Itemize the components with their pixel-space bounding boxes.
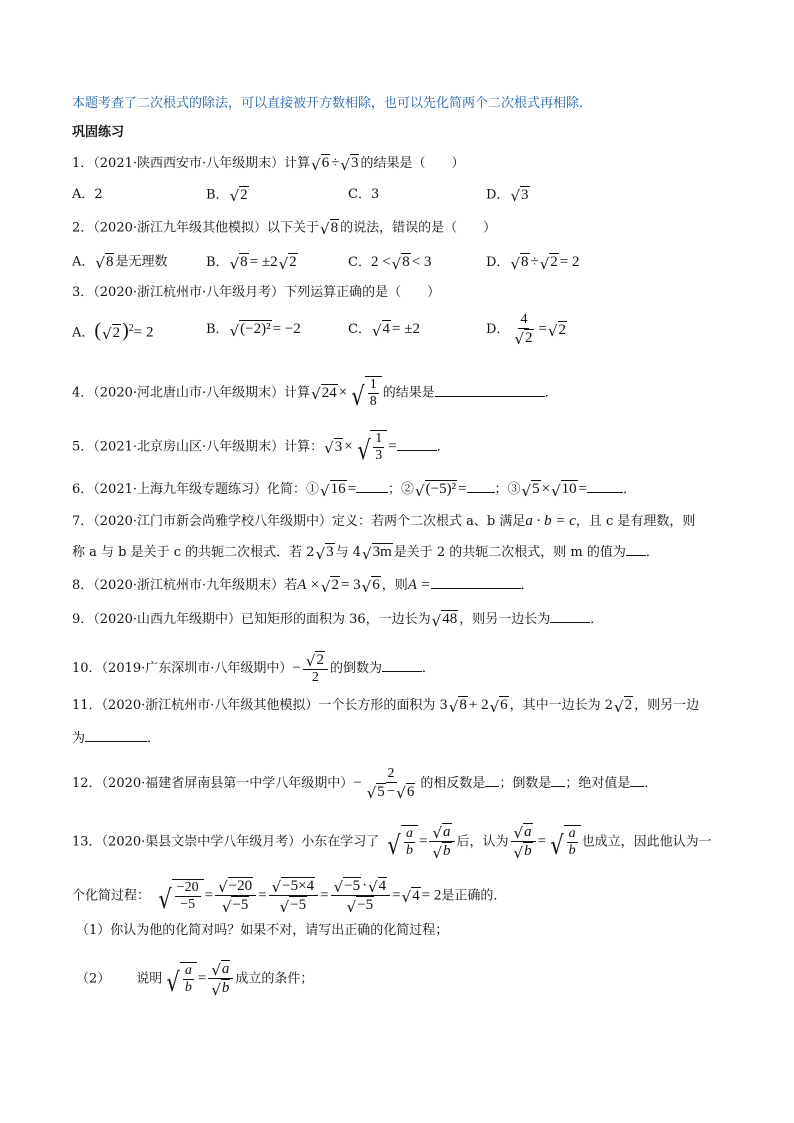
fraction xyxy=(215,877,256,915)
q2-option-c[interactable]: C．2 < √ 8 < 3 xyxy=(348,254,432,273)
question-8: 8．（2020·浙江杭州市·九年级期末）若A × √ 2 = 3 √ 6 ，则A = ． xyxy=(72,577,534,596)
question-7-line1: 7．（2020·江门市新会尚雅学校八年级期中）定义：若两个二次根式 a、b 满足a · b = c，且 c 是有理数，则 xyxy=(72,513,696,529)
fraction: $\frac{a}{b}$ xyxy=(184,962,192,995)
question-11-line1: 11．（2020·浙江杭州市·八年级其他模拟）一个长方形的面积为 3 √ 8 + 2 √ 6 ，其中一边长为 2 √ 2 ，则另一边 xyxy=(72,697,700,716)
sqrt-expression: √ −20 xyxy=(218,878,253,897)
fraction xyxy=(429,823,454,861)
sqrt-expression: √ 5 xyxy=(521,481,540,500)
question-2: 2．（2020·浙江九年级其他模拟）以下关于 √ 8 的说法，错误的是（ ） xyxy=(72,220,497,239)
answer-blank[interactable] xyxy=(382,659,422,672)
sqrt-expression: √ 4 xyxy=(371,321,391,340)
fraction: $\frac{a}{b}$ xyxy=(568,825,576,858)
intro-text: 本题考查了二次根式的除法，可以直接被开方数相除，也可以先化简两个二次根式再相除． xyxy=(72,96,593,111)
question-6: 6．（2021·上海九年级专题练习）化简：① √ 16 = ；② √ (−5)² = ；③ √ 5 × √ 10 = ． xyxy=(72,481,637,500)
question-9: 9．（2020·山西九年级期中）已知矩形的面积为 36，一边长为 √ 48 ，则另一边长为 ． xyxy=(72,611,604,630)
sqrt-expression: √ 8 xyxy=(448,697,467,716)
sqrt-expression: √ 2 xyxy=(320,577,339,596)
sqrt-expression: √ 2 xyxy=(305,652,324,671)
sqrt-expression: √ 2 xyxy=(539,254,558,273)
sqrt-expression: √ $\frac{a}{b}$ xyxy=(384,825,418,859)
question-5: 5．（2021·北京房山区·八年级期末）计算： √ 3 × √ $\frac{1}{3}$ = ． xyxy=(72,431,450,467)
sqrt-expression: √ 2 xyxy=(229,187,248,206)
sqrt-expression: √ 6 xyxy=(361,577,380,596)
answer-blank[interactable] xyxy=(85,729,147,742)
fraction: $\frac{1}{3}$ xyxy=(375,431,383,464)
answer-blank[interactable] xyxy=(467,480,495,493)
sqrt-expression: √ 3m xyxy=(362,544,392,563)
sqrt-expression: √ 3 xyxy=(315,544,334,563)
fraction xyxy=(208,960,233,998)
sqrt-expression: √ b xyxy=(513,843,532,862)
sqrt-expression: √ −5 xyxy=(221,897,249,916)
question-13-line2: 个化简过程： √ $\frac{-20}{-5}$ = √ −20 √ −5 = √ −5×4 √ −5 = √ −5 · √ 4 √ −5 = √ 4 = 2是正确的． xyxy=(72,877,507,916)
sqrt-expression: √ −5×4 xyxy=(271,878,315,897)
fraction xyxy=(269,877,318,915)
question-10: 10．（2019·广东深圳市·八年级期中）− √ 2 2 的倒数为 ． xyxy=(72,652,435,686)
q1-option-c[interactable]: C．3 xyxy=(348,187,380,202)
q2-option-d[interactable]: D． √ 8 ÷ √ 2 = 2 xyxy=(486,254,580,273)
fraction: 2 √ 5 − √ 6 xyxy=(366,766,415,803)
sqrt-expression: √ 8 xyxy=(320,220,339,239)
sqrt-expression: √ a xyxy=(432,824,451,843)
sqrt-expression: √ 3 xyxy=(340,155,359,174)
answer-blank[interactable] xyxy=(397,438,437,451)
sqrt-expression: √ 4 xyxy=(401,887,420,906)
question-12: 12．（2020·福建省屏南县第一中学八年级期中）− 2 √ 5 − √ 6 的相反数是 ；倒数是 ；绝对值是 ． xyxy=(72,766,658,803)
q1-option-b[interactable]: B． √ 2 xyxy=(206,187,248,206)
answer-blank[interactable] xyxy=(435,384,545,397)
q2-option-b[interactable]: B． √ 8 = ±2 √ 2 xyxy=(206,254,297,273)
section-title: 巩固练习 xyxy=(72,125,125,140)
fraction: 4 √ 2 xyxy=(514,312,533,349)
answer-blank[interactable] xyxy=(431,576,521,589)
question-4: 4．（2020·河北唐山市·八年级期末）计算 √ 24 × √ $\frac{1}{8}$ 的结果是 ． xyxy=(72,377,558,413)
fraction: √ 2 2 xyxy=(303,651,328,686)
sqrt-expression: √ a xyxy=(211,961,230,980)
sqrt-expression: √ $\frac{a}{b}$ xyxy=(547,825,581,859)
sqrt-expression: √ 5 xyxy=(366,784,385,803)
answer-blank[interactable] xyxy=(550,610,590,623)
sqrt-expression: √ 10 xyxy=(551,481,577,500)
sqrt-expression: √ b xyxy=(432,843,451,862)
question-1: 1．（2021·陕西西安市·八年级期末）计算 √ 6 ÷ √ 3 的结果是（ ） xyxy=(72,155,465,174)
sqrt-expression: √ 2 xyxy=(102,324,121,343)
sqrt-expression: √ 6 xyxy=(396,784,415,803)
fraction xyxy=(511,823,536,861)
sqrt-expression: √ 48 xyxy=(431,611,458,630)
sqrt-expression: √ $\frac{-20}{-5}$ xyxy=(155,879,203,913)
sqrt-expression: √ 3 xyxy=(324,438,343,458)
answer-blank[interactable] xyxy=(587,480,623,493)
sqrt-expression: √ 2 xyxy=(547,321,567,340)
sqrt-expression: √ 8 xyxy=(391,254,410,273)
answer-blank[interactable] xyxy=(485,774,499,787)
sqrt-expression: √ (−2)² xyxy=(229,321,271,340)
sqrt-expression: √ b xyxy=(211,980,230,999)
sqrt-expression: √ −5 xyxy=(279,897,307,916)
sqrt-expression: √ 16 xyxy=(320,481,346,500)
fraction: $\frac{-20}{-5}$ xyxy=(176,879,199,912)
sqrt-expression: √ 8 xyxy=(510,254,529,273)
question-13-part1: （1）你认为他的化简对吗？如果不对，请写出正确的化简过程； xyxy=(76,923,449,938)
sqrt-symbol: √ 6 xyxy=(311,155,330,174)
question-13-line1: 13．（2020·渠县文崇中学八年级月考）小东在学习了 √ $\frac{a}{b}$ = √ a √ b 后，认为 √ a √ b = √ $\frac{a}{b}$ 也成立，因此他认为一 xyxy=(72,824,712,862)
sqrt-expression: √ 3 xyxy=(510,187,529,206)
question-11-line2: 为 ． xyxy=(72,731,161,746)
q2-option-a[interactable]: A． √ 8 是无理数 xyxy=(72,254,168,273)
sqrt-expression: √ −5 xyxy=(346,897,374,916)
sqrt-expression: √ 24 xyxy=(311,384,337,404)
fraction: $\frac{a}{b}$ xyxy=(405,825,413,858)
answer-blank[interactable] xyxy=(551,774,565,787)
sqrt-expression: √ (−5)² xyxy=(415,481,457,500)
sqrt-expression: √ 6 xyxy=(489,697,508,716)
fraction: √ −5 · √ 4 √ −5 xyxy=(331,877,391,915)
q3-option-b[interactable]: B． √ (−2)² = −2 xyxy=(206,321,301,340)
q3-option-c[interactable]: C． √ 4 = ±2 xyxy=(348,321,420,340)
sqrt-expression: √ a xyxy=(513,824,532,843)
sqrt-expression: √ $\frac{1}{8}$ xyxy=(348,376,382,410)
q1-option-d[interactable]: D． √ 3 xyxy=(486,187,529,206)
answer-blank[interactable] xyxy=(356,480,388,493)
q3-option-d[interactable]: D． 4 √ 2 = √ 2 xyxy=(486,312,567,349)
sqrt-expression: √ 2 xyxy=(514,330,533,349)
sqrt-expression: √ $\frac{1}{3}$ xyxy=(354,430,388,464)
sqrt-expression: √ 4 xyxy=(368,878,387,897)
sqrt-expression: √ 2 xyxy=(614,697,633,716)
q3-option-a[interactable]: A．( √ 2 )$^2$= 2 xyxy=(72,319,154,343)
question-13-part2: （2） 说明 √ $\frac{a}{b}$ = √ a √ b 成立的条件； xyxy=(76,961,314,999)
question-7-line2: 称 a 与 b 是关于 c 的共轭二次根式．若 2 √ 3 与 4 √ 3m 是关于 2 的共轭二次根式，则 m 的值为 ． xyxy=(72,544,659,563)
fraction: $\frac{1}{8}$ xyxy=(369,377,377,410)
sqrt-expression: √ 8 xyxy=(95,254,114,273)
sqrt-expression: √ −5 xyxy=(333,878,361,897)
sqrt-expression: √ 8 xyxy=(229,254,248,273)
answer-blank[interactable] xyxy=(626,543,646,556)
sqrt-expression: √ $\frac{a}{b}$ xyxy=(163,962,197,996)
question-3: 3．（2020·浙江杭州市·八年级月考）下列运算正确的是（ ） xyxy=(72,285,441,300)
answer-blank[interactable] xyxy=(630,774,644,787)
q1-option-a[interactable]: A．2 xyxy=(72,187,103,202)
sqrt-expression: √ 2 xyxy=(278,254,297,273)
